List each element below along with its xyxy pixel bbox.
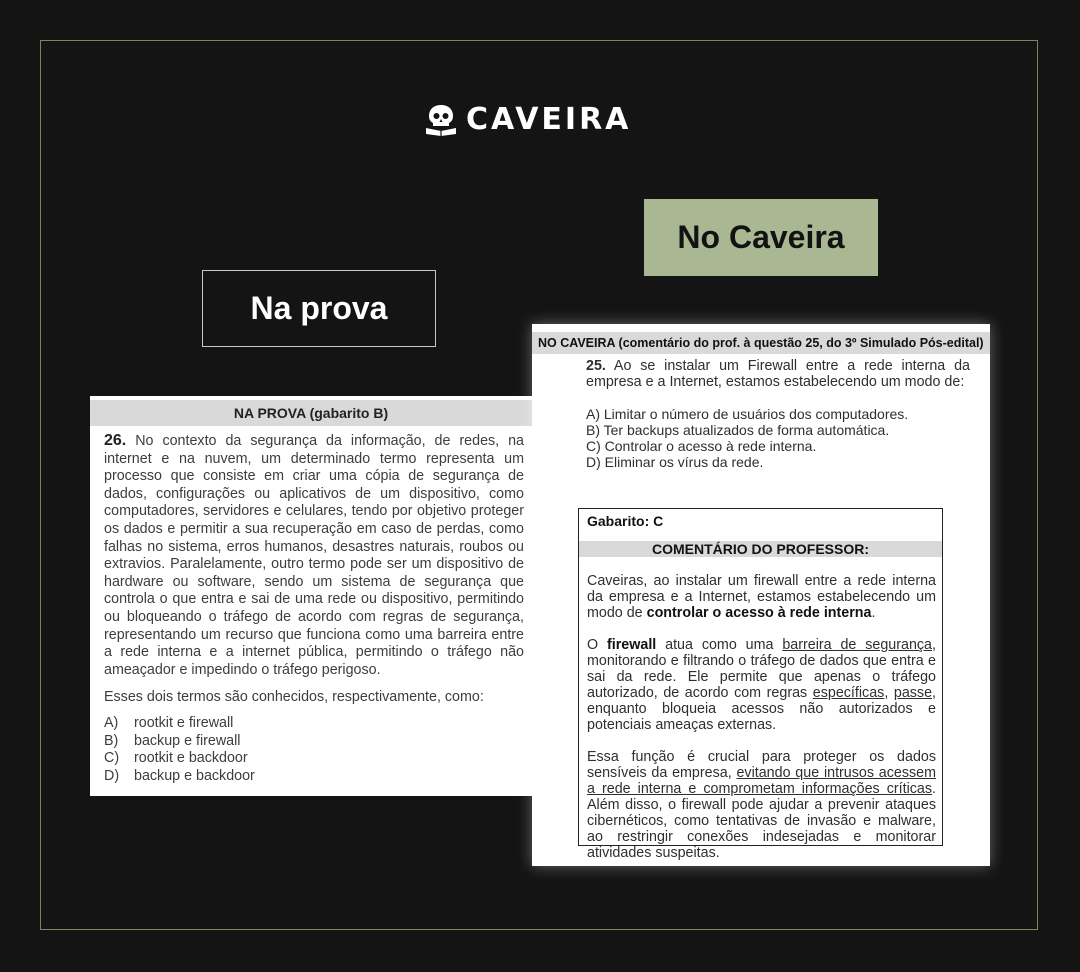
skull-book-icon (424, 103, 458, 137)
caveira-option: A) Limitar o número de usuários dos computadores. (586, 406, 909, 422)
exam-question-ask: Esses dois termos são conhecidos, respectivamente, como: (104, 689, 484, 706)
exam-question-body: No contexto da segurança da informação, de redes, na internet e na nuvem, um determinado termo representa um processo que consiste em criar uma cópia de segurança de dados, configurações ou aplicativos de um dispositivo, como computadores, servidores e celulares, tendo por objetivo proteger os dados e permitir a sua recuperação em caso de perdas, como falhas no sistema, erros humanos, desastres naturais, roubos ou extravios. Paralelamente, outro termo pode ser um dispositivo de hardware ou software, sendo um sistema de segurança que controla o que entra e sai de uma rede ou dispositivo, permitindo ou bloqueando o tráfego de acordo com regras de segurança, representando um recurso que funciona como uma barreira entre a rede interna e a internet pública, permitindo o tráfego não ameaçador e impedindo o tráfego perigoso. (104, 433, 524, 678)
exam-option: C) rootkit e backdoor (104, 750, 248, 767)
caveira-question-number: 25. (586, 358, 606, 374)
label-na-prova: Na prova (202, 270, 436, 347)
label-no-caveira: No Caveira (644, 199, 878, 276)
caveira-option: C) Controlar o acesso à rede interna. (586, 438, 817, 454)
caveira-question-body: Ao se instalar um Firewall entre a rede interna da empresa e a Internet, estamos estabelecendo um modo de: (586, 358, 970, 390)
caveira-header: NO CAVEIRA (comentário do prof. à questão 25, do 3º Simulado Pós-edital) (532, 332, 990, 354)
exam-option: A) rootkit e firewall (104, 714, 234, 731)
caveira-question-card (532, 324, 990, 866)
caveira-options (586, 406, 970, 470)
logo-text: CAVEIRA (466, 102, 632, 137)
exam-question-number: 26. (104, 432, 127, 449)
logo (424, 100, 631, 140)
exam-option: B) backup e firewall (104, 732, 241, 749)
comment-paragraph-3: Essa função é crucial para proteger os dados sensíveis da empresa, evitando que intrusos acessem a rede interna e comprometam informações críticas. Além disso, o firewall pode ajudar a prevenir ataques cibernéticos, como tentativas de invasão e malware, ao restringir conexões indesejadas e monitorar atividades suspeitas. (587, 749, 937, 861)
exam-options (104, 715, 532, 785)
comment-paragraph-1: Caveiras, ao instalar um firewall entre a rede interna da empresa e a Internet, estamos estabelecendo um modo de controlar o acesso à rede interna. (587, 573, 936, 621)
comment-title: COMENTÁRIO DO PROFESSOR: (579, 541, 942, 557)
caveira-question-text (586, 358, 970, 390)
caveira-option: D) Eliminar os vírus da rede. (586, 454, 764, 470)
comment-paragraph-2: O firewall atua como uma barreira de segurança, monitorando e filtrando o tráfego de dados que entra e sai da rede. Ele permite que apenas o tráfego autorizado, de acordo com regras específicas, passe, enquanto bloqueia acessos não autorizados e potenciais ameaças externas. (587, 637, 937, 733)
exam-question-card (90, 396, 532, 796)
caveira-option: B) Ter backups atualizados de forma automática. (586, 422, 890, 438)
exam-question-text (104, 432, 524, 679)
professor-comment-box (578, 508, 943, 861)
answer-key: Gabarito: C (587, 513, 664, 529)
exam-option: D) backup e backdoor (104, 767, 255, 784)
exam-header: NA PROVA (gabarito B) (90, 400, 532, 426)
